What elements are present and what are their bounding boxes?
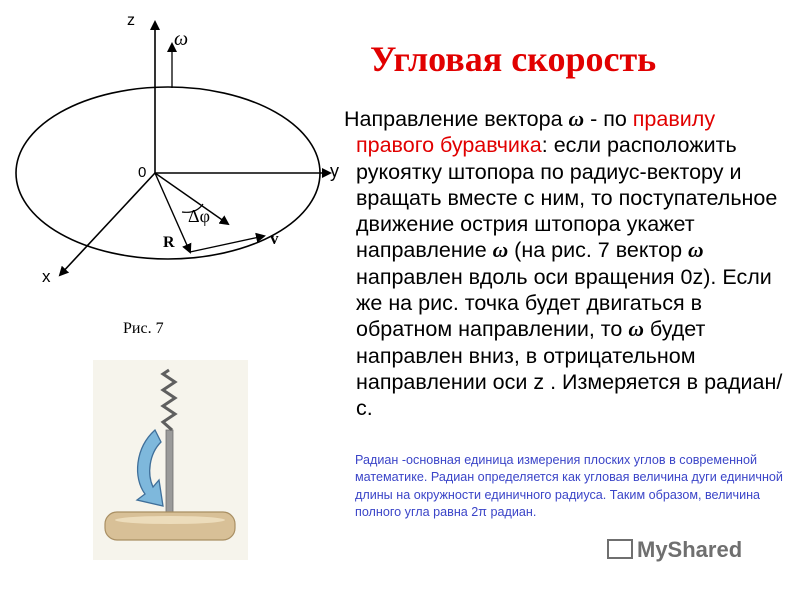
presentation-icon <box>607 539 633 559</box>
main-paragraph: Направление вектора ω - по правилу правого буравчика: если расположить рукоятку штопора по радиус-вектору и вращать вместе с ним, то поступательное движение острия штопора укажет направление ω (на рис. 7 вектор ω направлен вдоль оси вращения 0z). Если же на рис. точка будет двигаться в обратном направлении, то ω будет направлен вниз, в отрицательном направлении оси z . Измеряется в радиан/с. <box>344 107 783 421</box>
omega-symbol: ω <box>628 317 644 342</box>
omega-symbol: ω <box>688 238 704 263</box>
handle-highlight <box>115 516 225 524</box>
v-label: v <box>270 229 279 248</box>
x-label: x <box>42 267 51 286</box>
slide-title: Угловая скорость <box>370 39 657 79</box>
origin-label: 0 <box>138 164 147 181</box>
r-label: R <box>163 234 175 251</box>
omega-label: ω <box>174 28 189 50</box>
figure-caption: Рис. 7 <box>123 320 164 337</box>
omega-symbol: ω <box>568 107 585 131</box>
y-label: y <box>330 161 339 181</box>
z-label: z <box>127 12 135 29</box>
x-axis <box>60 173 155 275</box>
corkscrew-illustration <box>93 360 248 560</box>
radian-note: Радиан -основная единица измерения плоских углов в современной математике. Радиан определяется как угловая величина дуги единичной длины на окружности единичного радиуса. Таким образом, величина полного угла равна 2π радиан. <box>355 453 783 519</box>
right-hand-rule-link: правилу правого буравчика <box>356 107 716 158</box>
coordinate-diagram <box>0 0 345 300</box>
omega-symbol: ω <box>492 238 509 263</box>
main-text <box>344 106 796 422</box>
watermark-text: MyShared <box>637 537 743 562</box>
dphi-label: Δφ <box>188 206 210 226</box>
corkscrew-shaft <box>166 430 173 525</box>
watermark <box>607 537 742 563</box>
